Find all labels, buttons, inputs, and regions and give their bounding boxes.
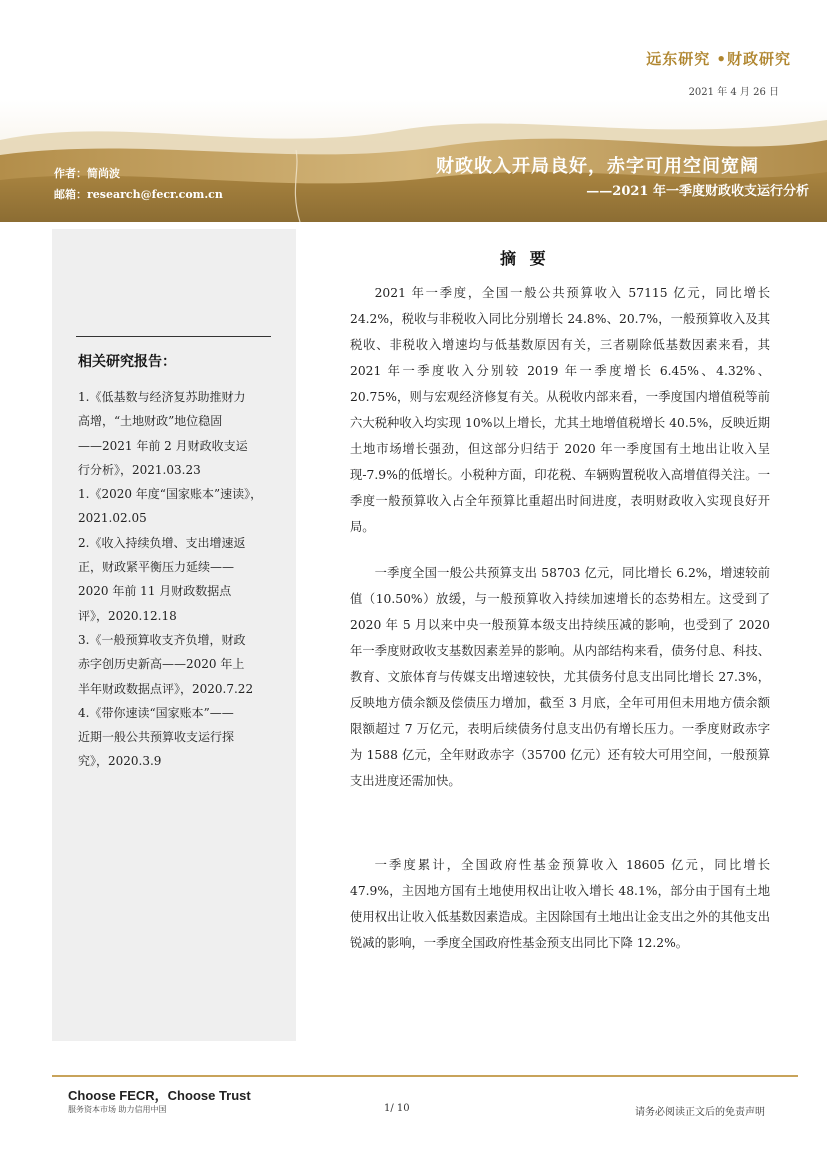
page-number: 1/ 10	[384, 1103, 410, 1114]
footer-divider	[52, 1075, 798, 1077]
related-reports-sidebar	[52, 229, 296, 1041]
list-item: ——2021 年前 2 月财政收支运	[78, 438, 248, 453]
abstract-paragraph: 一季度累计，全国政府性基金预算收入 18605 亿元，同比增长 47.9%，主因地方国有土地使用权出让收入增长 48.1%，部分由于国有土地使用权出让收入低基数因素造成。主因除国有土地出让金支出之外的其他支出锐减的影响，一季度全国政府性基金预支出同比下降 12.2%。	[350, 858, 770, 950]
sidebar-heading: 相关研究报告：	[78, 354, 176, 370]
report-subtitle: ——2021 年一季度财政收支运行分析	[586, 184, 809, 199]
list-item: 半年财政数据点评》，2020.7.22	[78, 681, 254, 696]
report-date: 2021 年 4 月 26 日	[688, 87, 779, 98]
list-item: 1.《2020 年度“国家账本”速读》，	[78, 487, 263, 502]
footer-slogan: Choose FECR，Choose Trust	[68, 1088, 251, 1103]
abstract-paragraph: 2021 年一季度，全国一般公共预算收入 57115 亿元，同比增长 24.2%，税收与非税收入同比分别增长 24.8%、20.7%，一般预算收入及其税收、非税收入增速均与低基数原因有关，三者剔除低基数因素来看，其 2021 年一季度收入分别较 2019 年一季度增长 6.45%、4.32%、20.75%，则与宏观经济修复有关。从税收内部来看，一季度国内增值税等前六大税种收入均实现 10%以上增长，尤其土地增值税增长 40.5%，反映近期土地市场增长强劲，但这部分归结于 2020 年一季度国有土地出让收入呈现-7.9%的低增长。小税种方面，印花税、车辆购置税收入高增值得关注。一季度一般预算收入占全年预算比重超出时间进度，表明财政收入实现良好开局。	[350, 286, 770, 534]
list-item: 近期一般公共预算收支运行探	[78, 730, 235, 745]
related-reports-list	[78, 385, 276, 774]
list-item: 2020 年前 11 月财政数据点	[78, 584, 232, 599]
list-item: 3.《一般预算收支齐负增，财政	[78, 632, 246, 647]
list-item: 1.《低基数与经济复苏助推财力	[78, 390, 246, 404]
disclaimer-note: 请务必阅读正文后的免责声明	[635, 1107, 765, 1118]
list-item: 正，财政紧平衡压力延续——	[78, 560, 235, 575]
list-item: 赤字创历史新高——2020 年上	[78, 657, 245, 672]
list-item: 2021.02.05	[78, 511, 147, 526]
list-item: 4.《带你速读“国家账本”——	[78, 705, 234, 720]
list-item: 究》，2020.3.9	[78, 754, 162, 769]
report-title: 财政收入开局良好，赤字可用空间宽阔	[436, 156, 759, 177]
author-name: 作者：简尚波	[54, 167, 120, 180]
abstract-heading: 摘 要	[500, 249, 550, 268]
list-item: 2.《收入持续负增、支出增速返	[78, 535, 246, 550]
list-item: 评》，2020.12.18	[78, 608, 177, 623]
list-item: 高增，“土地财政”地位稳固	[78, 414, 223, 429]
author-email: 邮箱：research@fecr.com.cn	[54, 188, 223, 201]
brand-label: 远东研究 •财政研究	[646, 50, 791, 68]
sidebar-divider	[76, 336, 271, 337]
abstract-paragraph: 一季度全国一般公共预算支出 58703 亿元，同比增长 6.2%，增速较前值（10.50%）放缓，与一般预算收入持续加速增长的态势相左。这受到了 2020 年 5 月以来中央一般预算本级支出持续压减的影响，也受到了 2020 年一季度财政收支基数因素差异的影响。从内部结构来看，债务付息、科技、教育、文旅体育与传媒支出增速较快，尤其债务付息支出同比增长 27.3%，反映地方债余额及偿债压力增加，截至 3 月底，全年可用但未用地方债余额限额超过 7 万亿元，表明后续债务付息支出仍有增长压力。一季度财政赤字为 1588 亿元，全年财政赤字（35700 亿元）还有较大可用空间，一般预算支出进度还需加快。	[350, 566, 770, 788]
footer-tagline: 服务资本市场 助力信用中国	[68, 1105, 167, 1114]
list-item: 行分析》，2021.03.23	[78, 462, 201, 477]
